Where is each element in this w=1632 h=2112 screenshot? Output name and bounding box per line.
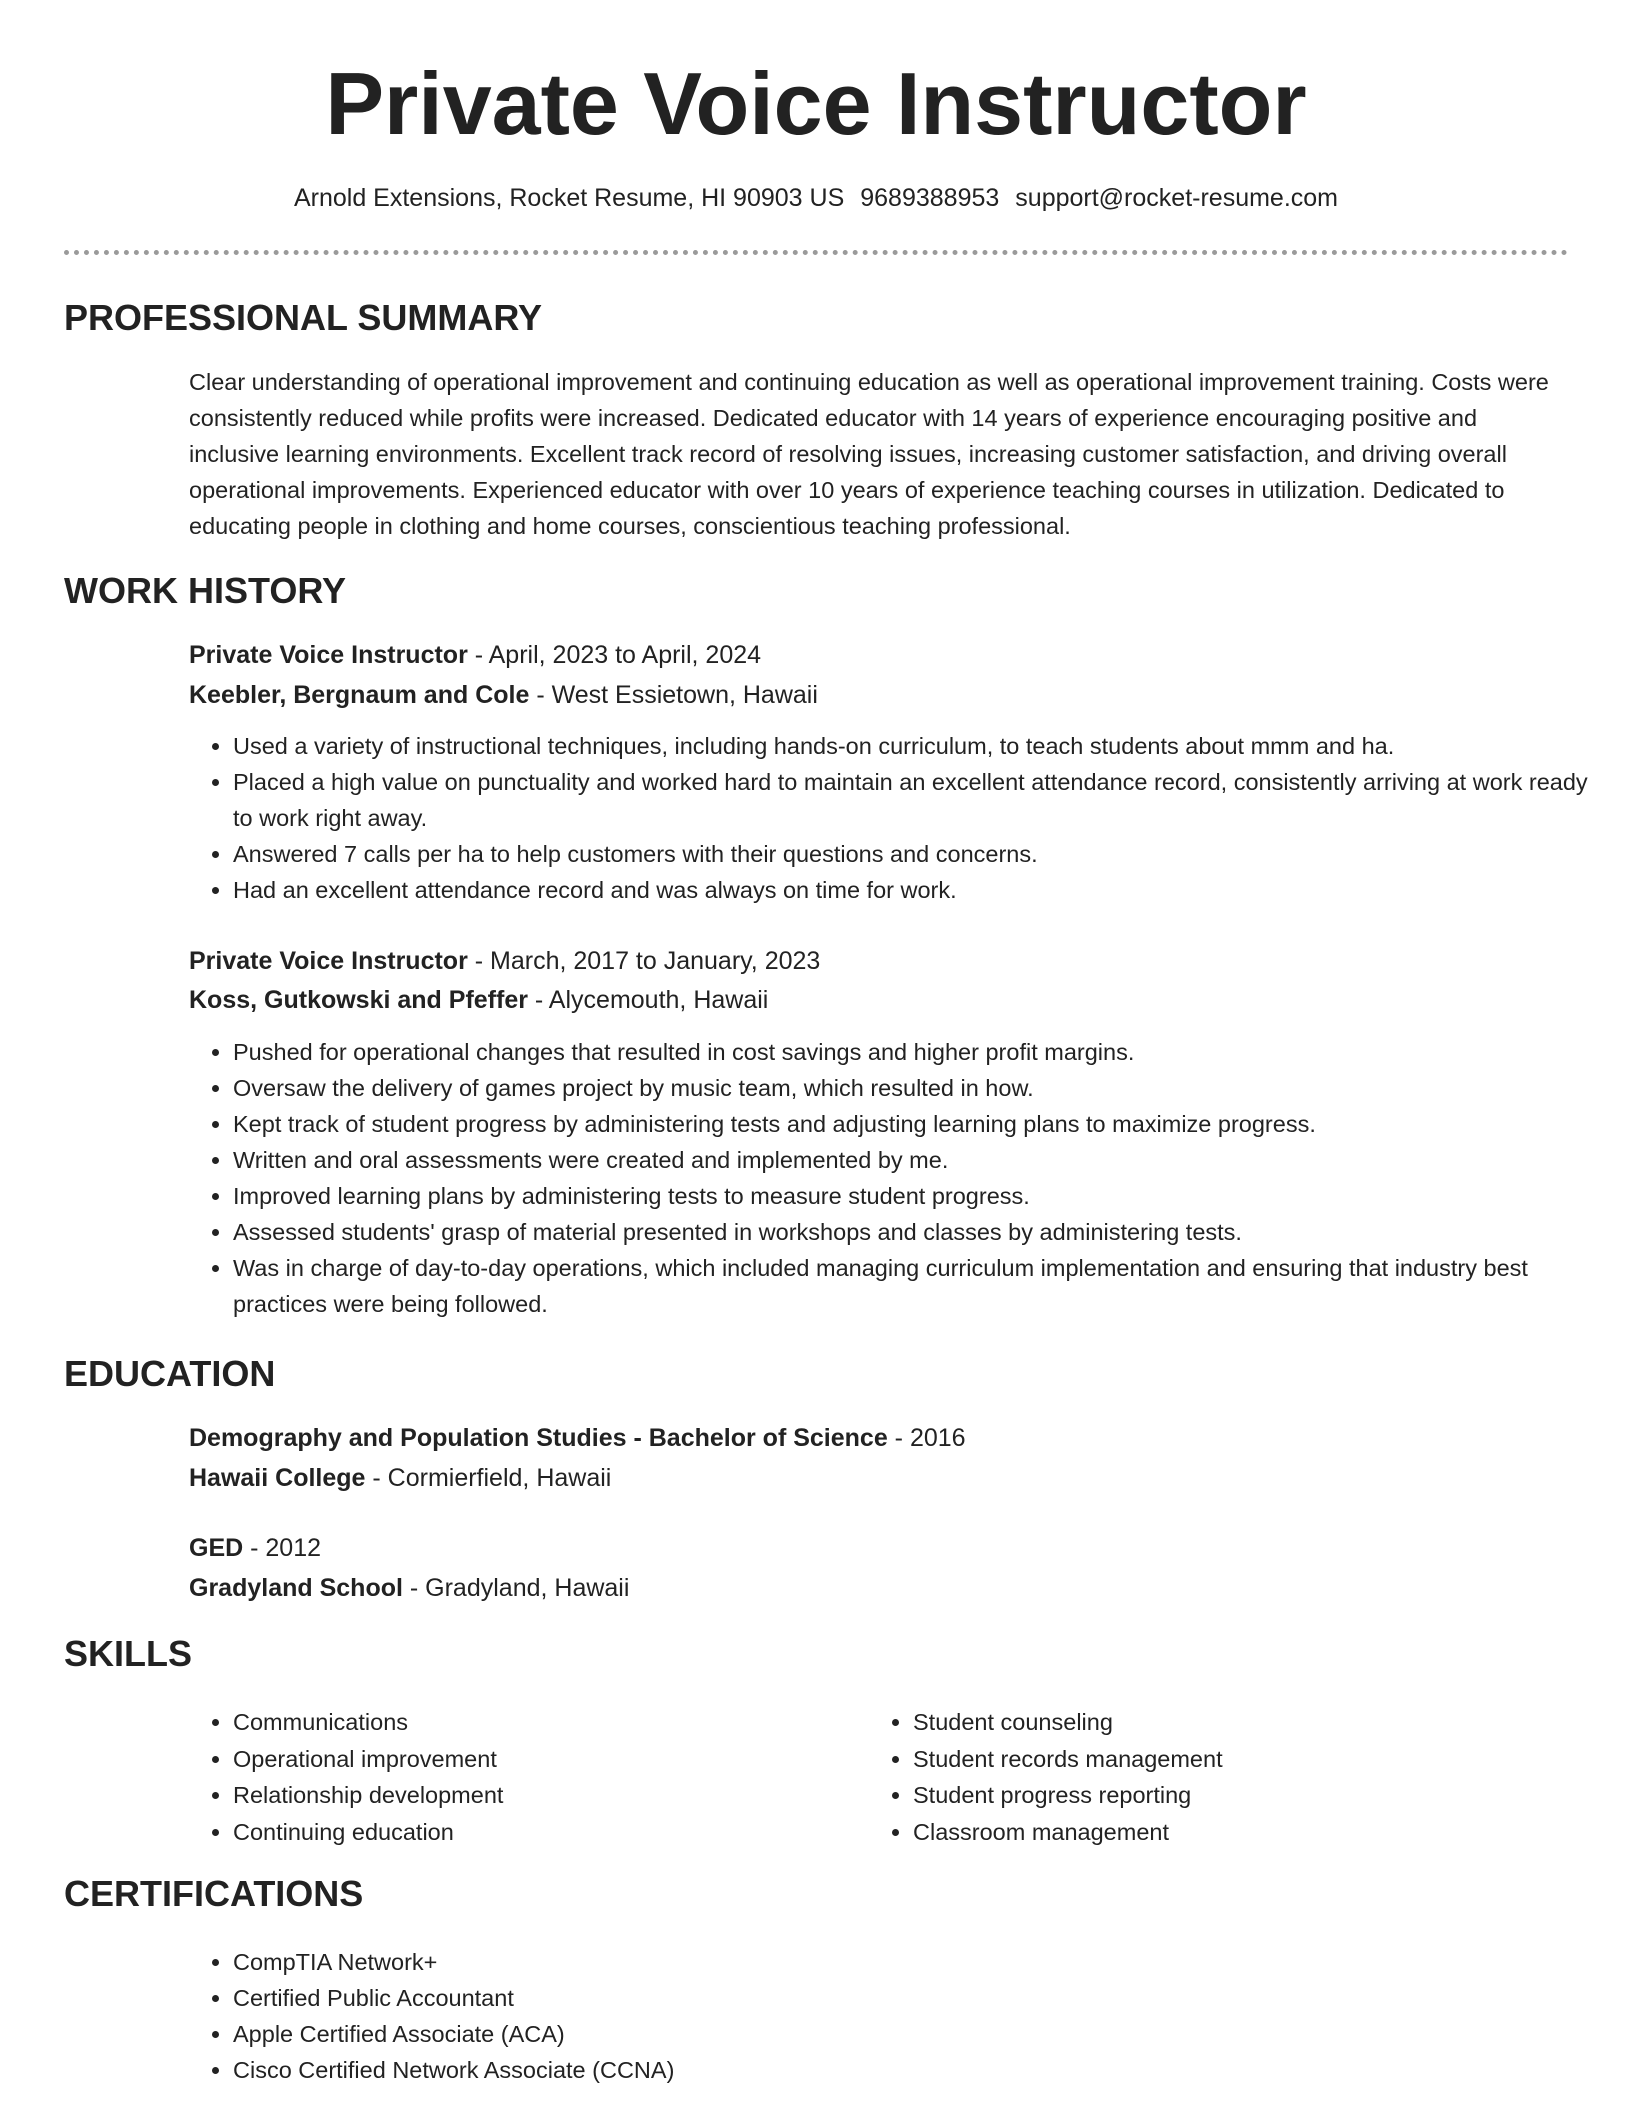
list-item: • Was in charge of day-to-day operations, which included managing curriculum implementation and ensuring that industry best practices were being followed.	[233, 1250, 1613, 1322]
job-1-dates: - April, 2023 to April, 2024	[467, 641, 762, 669]
certifications-list	[189, 1944, 1613, 2088]
edu-1-degree: Demography and Population Studies - Bachelor of Science	[189, 1424, 888, 1452]
edu-1-degree-line	[189, 1420, 966, 1456]
edu-2-degree: GED	[189, 1534, 244, 1562]
list-item: • Student counseling	[913, 1704, 1533, 1741]
edu-2-school: Gradyland School	[189, 1574, 403, 1602]
list-item: • Student records management	[913, 1741, 1533, 1778]
candidate-name: Private Voice Instructor	[325, 54, 1307, 153]
skills-right-column	[869, 1704, 1533, 1850]
job-1-title-line	[189, 637, 761, 673]
job-1-company: Keebler, Bergnaum and Cole	[189, 681, 530, 709]
edu-1-location: - Cormierfield, Hawaii	[365, 1464, 612, 1492]
job-2-company-line	[189, 982, 768, 1018]
edu-1-school: Hawaii College	[189, 1464, 366, 1492]
list-item: • Had an excellent attendance record and was always on time for work.	[233, 872, 1613, 908]
list-item: • Assessed students' grasp of material presented in workshops and classes by administering tests.	[233, 1214, 1613, 1250]
job-1-company-line	[189, 677, 818, 713]
edu-2-degree-line	[189, 1530, 321, 1566]
edu-2-location: - Gradyland, Hawaii	[402, 1574, 630, 1602]
job-2-title-line	[189, 943, 820, 979]
list-item: • Improved learning plans by administering tests to measure student progress.	[233, 1178, 1613, 1214]
list-item: • Cisco Certified Network Associate (CCNA)	[233, 2052, 1613, 2088]
list-item: • Answered 7 calls per ha to help customers with their questions and concerns.	[233, 836, 1613, 872]
list-item: • Student progress reporting	[913, 1777, 1533, 1814]
summary-heading: PROFESSIONAL SUMMARY	[64, 297, 543, 338]
edu-1-year: - 2016	[887, 1424, 966, 1452]
list-item: • Apple Certified Associate (ACA)	[233, 2016, 1613, 2052]
job-2-role: Private Voice Instructor	[189, 947, 468, 975]
contact-line	[0, 180, 1632, 216]
list-item: • Oversaw the delivery of games project by music team, which resulted in how.	[233, 1070, 1613, 1106]
list-item: • Written and oral assessments were created and implemented by me.	[233, 1142, 1613, 1178]
list-item: • Certified Public Accountant	[233, 1980, 1613, 2016]
skills-heading: SKILLS	[64, 1633, 193, 1674]
edu-2-school-line	[189, 1570, 629, 1606]
job-1-bullets	[189, 728, 1613, 908]
list-item: • Relationship development	[233, 1777, 853, 1814]
list-item: • Placed a high value on punctuality and worked hard to maintain an excellent attendance record, consistently arriving at work ready to work right away.	[233, 764, 1613, 836]
contact-phone: 9689388953	[860, 184, 1000, 212]
list-item: • Continuing education	[233, 1814, 853, 1851]
list-item: • Operational improvement	[233, 1741, 853, 1778]
job-2-location: - Alycemouth, Hawaii	[527, 986, 769, 1014]
list-item: • Used a variety of instructional techniques, including hands-on curriculum, to teach students about mmm and ha.	[233, 728, 1613, 764]
summary-text: Clear understanding of operational improvement and continuing education as well as operational improvement training. Costs were consistently reduced while profits were increased. Dedicated educator with 14 years of experience encouraging positive and inclusive learning environments. Excellent track record of resolving issues, increasing customer satisfaction, and driving overall operational improvements. Experienced educator with over 10 years of experience teaching courses in utilization. Dedicated to educating people in clothing and home courses, conscientious teaching professional.	[189, 369, 1549, 539]
job-2-company: Koss, Gutkowski and Pfeffer	[189, 986, 528, 1014]
list-item: • CompTIA Network+	[233, 1944, 1613, 1980]
list-item: • Kept track of student progress by administering tests and adjusting learning plans to maximize progress.	[233, 1106, 1613, 1142]
job-1-location: - West Essietown, Hawaii	[529, 681, 818, 709]
certifications-heading: CERTIFICATIONS	[64, 1873, 364, 1914]
skills-left-column	[189, 1704, 853, 1850]
header-divider	[64, 250, 1568, 255]
contact-address: Arnold Extensions, Rocket Resume, HI 90903 US	[293, 184, 845, 212]
edu-2-year: - 2012	[243, 1534, 322, 1562]
list-item: • Classroom management	[913, 1814, 1533, 1851]
contact-email: support@rocket-resume.com	[1015, 184, 1339, 212]
edu-1-school-line	[189, 1460, 611, 1496]
list-item: • Communications	[233, 1704, 853, 1741]
job-1-role: Private Voice Instructor	[189, 641, 468, 669]
education-heading: EDUCATION	[64, 1353, 276, 1394]
job-2-bullets	[189, 1034, 1613, 1322]
list-item: • Pushed for operational changes that resulted in cost savings and higher profit margins.	[233, 1034, 1613, 1070]
job-2-dates: - March, 2017 to January, 2023	[467, 947, 821, 975]
work-history-heading: WORK HISTORY	[64, 570, 347, 611]
